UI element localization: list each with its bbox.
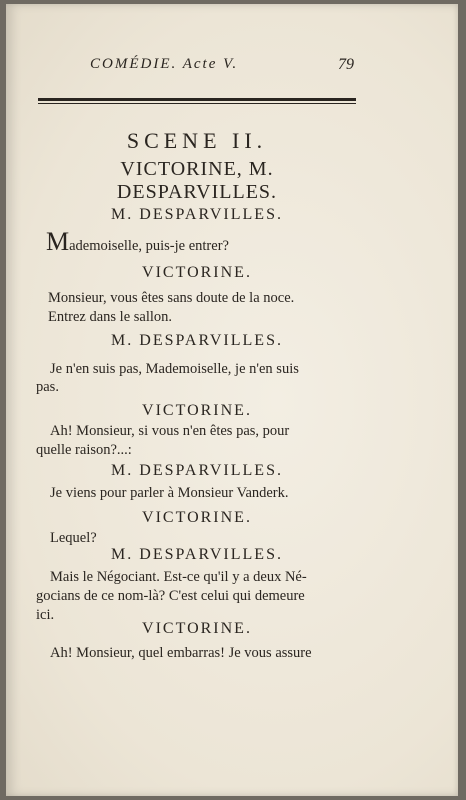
page-header — [6, 56, 458, 78]
speaker-name: VICTORINE. — [142, 264, 252, 281]
speech-line: quelle raison?...: — [36, 442, 132, 458]
speech-line: Ah! Monsieur, si vous n'en êtes pas, pour — [50, 423, 290, 439]
speaker-name: VICTORINE. — [142, 402, 252, 419]
speech-line: Je viens pour parler à Monsieur Vanderk. — [50, 485, 289, 501]
speech-line: Lequel? — [50, 530, 97, 546]
book-page — [6, 4, 458, 796]
speech-line: Je n'en suis pas, Mademoiselle, je n'en suis — [50, 361, 299, 377]
scene-characters: VICTORINE, M. DESPARVILLES. — [116, 158, 278, 203]
speech-line: Entrez dans le sallon. — [48, 309, 173, 325]
speech-text: ademoiselle, puis-je entrer? — [69, 238, 229, 254]
speaker-name: VICTORINE. — [142, 509, 252, 526]
speaker-name: M. DESPARVILLES. — [111, 332, 283, 349]
speech-line: Mais le Négociant. Est-ce qu'il y a deux Né- — [50, 569, 307, 585]
header-rule-thin — [38, 103, 356, 104]
speaker-name: VICTORINE. — [142, 620, 252, 637]
speech-line: Monsieur, vous êtes sans doute de la noce. — [48, 290, 295, 306]
page-number: 79 — [338, 56, 354, 73]
speech-line: pas. — [36, 379, 59, 395]
speech-line: gocians de ce nom-là? C'est celui qui demeure — [36, 588, 305, 604]
running-head: COMÉDIE. Acte V. — [90, 56, 239, 72]
drop-cap: M — [46, 227, 70, 256]
speaker-name: M. DESPARVILLES. — [111, 206, 283, 223]
speech-line: ici. — [36, 607, 55, 623]
speech-line — [46, 227, 352, 256]
speaker-name: M. DESPARVILLES. — [111, 546, 283, 563]
speaker-name: M. DESPARVILLES. — [111, 462, 283, 479]
speech-line: Ah! Monsieur, quel embarras! Je vous assure — [50, 645, 312, 661]
scene-title: SCENE II. — [126, 128, 268, 153]
header-rule-thick — [38, 98, 356, 101]
